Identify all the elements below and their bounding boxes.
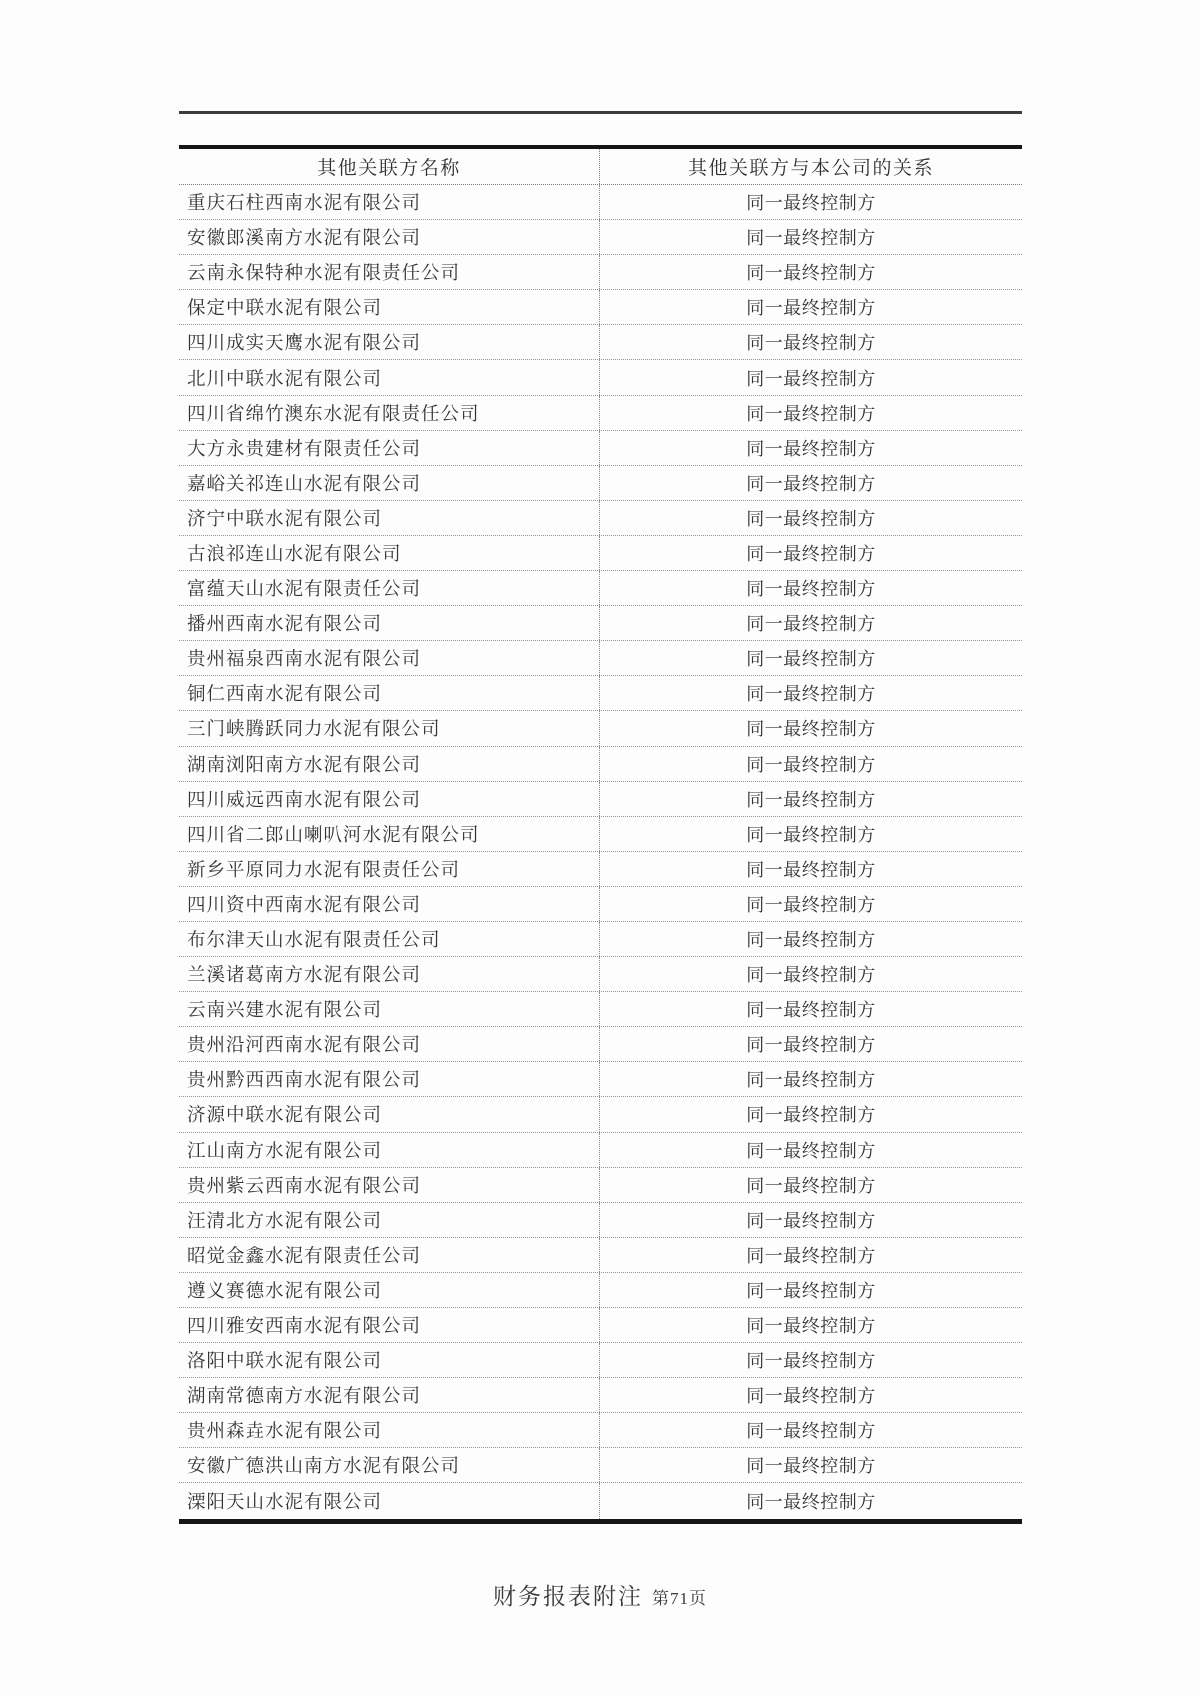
table-row [179,325,1022,360]
relationship-cell: 同一最终控制方 [599,1027,1022,1061]
table-body [179,185,1022,1519]
table-row [179,1062,1022,1097]
related-party-name-cell: 遵义赛德水泥有限公司 [187,1281,383,1302]
relationship-cell: 同一最终控制方 [599,1413,1022,1447]
table-row [179,1133,1022,1168]
related-party-name-cell: 大方永贵建材有限责任公司 [187,439,422,460]
table-header-row [179,149,1022,185]
related-parties-table [179,145,1022,1524]
related-party-name-cell: 昭觉金鑫水泥有限责任公司 [187,1246,422,1267]
table-row [179,536,1022,571]
related-party-name-cell: 布尔津天山水泥有限责任公司 [187,931,441,952]
related-party-name-cell: 贵州沿河西南水泥有限公司 [187,1036,422,1057]
related-party-name-cell: 北川中联水泥有限公司 [187,369,383,390]
related-party-name-cell: 兰溪诸葛南方水泥有限公司 [187,966,422,987]
relationship-cell: 同一最终控制方 [599,1238,1022,1272]
related-party-name-cell: 四川省绵竹澳东水泥有限责任公司 [187,404,480,425]
relationship-cell: 同一最终控制方 [599,431,1022,465]
relationship-cell: 同一最终控制方 [599,676,1022,710]
relationship-cell: 同一最终控制方 [599,220,1022,254]
table-row [179,1378,1022,1413]
table-row [179,1343,1022,1378]
table-row [179,676,1022,711]
related-party-name-cell: 嘉峪关祁连山水泥有限公司 [187,474,422,495]
table-row [179,360,1022,395]
related-party-name-cell: 重庆石柱西南水泥有限公司 [187,194,422,215]
relationship-cell: 同一最终控制方 [599,255,1022,289]
table-row [179,992,1022,1027]
related-party-name-cell: 江山南方水泥有限公司 [187,1141,383,1162]
related-party-name-cell: 溧阳天山水泥有限公司 [187,1493,383,1514]
related-party-name-cell: 湖南浏阳南方水泥有限公司 [187,755,422,776]
relationship-cell: 同一最终控制方 [599,782,1022,816]
table-row [179,782,1022,817]
column-header-relationship: 其他关联方与本公司的关系 [599,149,1022,184]
relationship-cell: 同一最终控制方 [599,1203,1022,1237]
related-party-name-cell: 云南永保特种水泥有限责任公司 [187,264,461,285]
column-header-related-party-name: 其他关联方名称 [317,158,461,179]
related-party-name-cell: 四川成实天鹰水泥有限公司 [187,334,422,355]
relationship-cell: 同一最终控制方 [599,711,1022,745]
relationship-cell: 同一最终控制方 [599,325,1022,359]
table-row [179,922,1022,957]
relationship-cell: 同一最终控制方 [599,747,1022,781]
table-row [179,466,1022,501]
relationship-cell: 同一最终控制方 [599,922,1022,956]
related-party-name-cell: 铜仁西南水泥有限公司 [187,685,383,706]
relationship-cell: 同一最终控制方 [599,641,1022,675]
relationship-cell: 同一最终控制方 [599,1097,1022,1131]
relationship-cell: 同一最终控制方 [599,992,1022,1026]
related-party-name-cell: 四川资中西南水泥有限公司 [187,895,422,916]
relationship-cell: 同一最终控制方 [599,1483,1022,1518]
page-footer [0,1578,1200,1611]
related-party-name-cell: 四川雅安西南水泥有限公司 [187,1317,422,1338]
table-row [179,1238,1022,1273]
relationship-cell: 同一最终控制方 [599,360,1022,394]
table-row [179,887,1022,922]
table-row [179,1273,1022,1308]
related-party-name-cell: 贵州紫云西南水泥有限公司 [187,1176,422,1197]
related-party-name-cell: 济宁中联水泥有限公司 [187,509,383,530]
relationship-cell: 同一最终控制方 [599,290,1022,324]
table-row [179,431,1022,466]
related-party-name-cell: 四川省二郎山喇叭河水泥有限公司 [187,825,480,846]
relationship-cell: 同一最终控制方 [599,396,1022,430]
table-row [179,1483,1022,1518]
relationship-cell: 同一最终控制方 [599,536,1022,570]
relationship-cell: 同一最终控制方 [599,957,1022,991]
table-row [179,1168,1022,1203]
related-party-name-cell: 安徽广德洪山南方水泥有限公司 [187,1457,461,1478]
relationship-cell: 同一最终控制方 [599,606,1022,640]
table-row [179,1027,1022,1062]
table-row [179,711,1022,746]
table-row [179,852,1022,887]
table-row [179,1448,1022,1483]
related-party-name-cell: 新乡平原同力水泥有限责任公司 [187,860,461,881]
table-row [179,957,1022,992]
table-row [179,220,1022,255]
footer-title: 财务报表附注 [493,1584,643,1609]
relationship-cell: 同一最终控制方 [599,1378,1022,1412]
table-row [179,1203,1022,1238]
related-party-name-cell: 播州西南水泥有限公司 [187,615,383,636]
footer-page-number: 第71页 [652,1589,707,1608]
relationship-cell: 同一最终控制方 [599,501,1022,535]
relationship-cell: 同一最终控制方 [599,1133,1022,1167]
table-row [179,396,1022,431]
related-party-name-cell: 保定中联水泥有限公司 [187,299,383,320]
table-row [179,606,1022,641]
relationship-cell: 同一最终控制方 [599,1273,1022,1307]
related-party-name-cell: 湖南常德南方水泥有限公司 [187,1387,422,1408]
related-party-name-cell: 汪清北方水泥有限公司 [187,1211,383,1232]
table-row [179,1308,1022,1343]
related-party-name-cell: 洛阳中联水泥有限公司 [187,1352,383,1373]
top-divider-rule [179,111,1022,114]
relationship-cell: 同一最终控制方 [599,1168,1022,1202]
related-party-name-cell: 济源中联水泥有限公司 [187,1106,383,1127]
related-party-name-cell: 云南兴建水泥有限公司 [187,1001,383,1022]
related-party-name-cell: 三门峡腾跃同力水泥有限公司 [187,720,441,741]
table-row [179,1097,1022,1132]
related-party-name-cell: 安徽郎溪南方水泥有限公司 [187,229,422,250]
relationship-cell: 同一最终控制方 [599,1448,1022,1482]
relationship-cell: 同一最终控制方 [599,852,1022,886]
table-row [179,290,1022,325]
related-party-name-cell: 四川威远西南水泥有限公司 [187,790,422,811]
table-row [179,817,1022,852]
relationship-cell: 同一最终控制方 [599,1062,1022,1096]
table-row [179,185,1022,220]
related-party-name-cell: 富蕴天山水泥有限责任公司 [187,580,422,601]
relationship-cell: 同一最终控制方 [599,466,1022,500]
relationship-cell: 同一最终控制方 [599,1308,1022,1342]
related-party-name-cell: 贵州森垚水泥有限公司 [187,1422,383,1443]
relationship-cell: 同一最终控制方 [599,1343,1022,1377]
table-row [179,1413,1022,1448]
table-row [179,255,1022,290]
table-row [179,641,1022,676]
relationship-cell: 同一最终控制方 [599,571,1022,605]
related-party-name-cell: 古浪祁连山水泥有限公司 [187,544,402,565]
table-row [179,747,1022,782]
table-row [179,571,1022,606]
relationship-cell: 同一最终控制方 [599,887,1022,921]
related-party-name-cell: 贵州福泉西南水泥有限公司 [187,650,422,671]
relationship-cell: 同一最终控制方 [599,817,1022,851]
related-party-name-cell: 贵州黔西西南水泥有限公司 [187,1071,422,1092]
table-row [179,501,1022,536]
relationship-cell: 同一最终控制方 [599,185,1022,219]
